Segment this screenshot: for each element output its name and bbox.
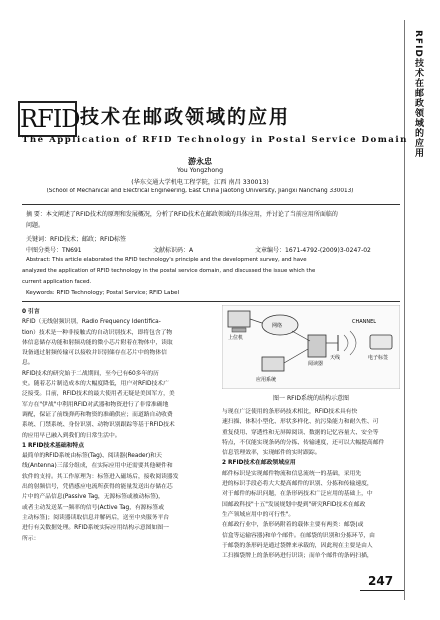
abstract-en-line-2: analyzed the application of RFID technology in the postal service domain, and discussed the issue which the — [22, 268, 316, 274]
body-line: 所示： — [22, 535, 40, 542]
channel-label: CHANNEL — [352, 319, 377, 325]
body-line: 与现在广泛使用的条形码技术相比，RFID技术具有快 — [222, 409, 358, 415]
antenna-label: 天线 — [330, 355, 341, 361]
figure-caption: 图一 RFID系统的结构示意图 — [273, 395, 349, 402]
body-line: 的应用早已融入到我们的日常生活中。 — [22, 432, 121, 439]
abstract-en-line-3: current application faced. — [22, 279, 92, 285]
body-line: 特点，不仅能实现条码的分拣、传输速度，还可以大幅提高邮件 — [222, 439, 385, 446]
body-line: 系统、门禁系统、身份识别、动物识别跟踪等基于RFID技术 — [22, 422, 175, 429]
body-line: 出的射频信号，凭借感应电流所获得的能量发送出存储在芯 — [22, 484, 173, 491]
reader-label: 阅读器 — [308, 361, 324, 367]
rfid-system-diagram — [222, 305, 400, 389]
body-line: 主动标签)；阅读器读取信息并解码后，送至中央服务平台 — [22, 514, 170, 521]
computer-icon — [228, 311, 250, 327]
body-line: 史。随着芯片制造成本的大幅度降低，用户对RFID技术广 — [22, 381, 169, 388]
body-line: 软件的支持。其工作原理为：标签进入磁场后，接收阅读器发 — [22, 473, 179, 480]
body-line: 调配，保证了前线弹药和物资的准确供应；而道路自动收费 — [22, 411, 173, 418]
body-line: 线(Antenna)三部分组成，在实际应用中还需要其他硬件和 — [22, 463, 173, 470]
body-line: 进的标识手段必将大大提高邮件的识别、分拣和传输速度， — [222, 481, 373, 488]
application-label: 应用系统 — [256, 377, 277, 383]
body-line: 设备通过射频传输可以接收并识别储存在芯片中的物体信 — [22, 350, 167, 357]
body-line: 生产领域应用中的可行性"。 — [222, 511, 295, 518]
body-line: 国邮政科技"十五"发展规划中提到"研究RFID技术在邮政 — [222, 501, 366, 508]
rule-top — [22, 204, 400, 205]
body-line: 工扫描袋牌上的条形码进行识读；而单个邮件的条码扫描， — [222, 553, 373, 560]
body-line: 或者主动发送某一频率的信号(Active Tag，有源标签或 — [22, 504, 164, 511]
abstract-cn-line-2: 问题。 — [26, 222, 45, 229]
left-column — [22, 307, 218, 544]
page-title: 技术在邮政领域的应用 — [80, 106, 291, 128]
section-heading-intro: 0 引言 — [22, 309, 40, 315]
abstract-en-line-1: Abstract: This article elaborated the RFID technology's principle and the development survey, and have — [26, 257, 307, 263]
body-line: RFID（无线射频识别，Radio Frequency Identifica- — [22, 319, 161, 326]
doc-code: 文献标识码：A — [153, 247, 194, 254]
affiliation-cn: (华东交通大学机电工程学院，江西 南昌 330013) — [131, 179, 269, 186]
body-line: 邮件标识是实现邮件物流和信息流统一的基础，采用先 — [222, 470, 362, 477]
rule-bottom — [22, 301, 400, 302]
host-label: 上位机 — [228, 335, 244, 341]
body-line: 重复使用、穿透性和无屏障阅读、数据的记忆容量大、安全等 — [222, 429, 379, 436]
sidebar-text: RFID技术在邮政领域的应用 — [413, 30, 423, 158]
body-line: 片中的产品信息(Passive Tag，无源标签或被动标签)， — [22, 494, 164, 501]
body-line: tion）技术是一种非接触式的自动识别技术，即将包含了物 — [22, 329, 173, 336]
section-heading-2: 2 RFID技术在邮政领域应用 — [222, 460, 296, 467]
body-line: 息。 — [22, 360, 34, 367]
author-name-en: You Yongzhong — [176, 167, 224, 174]
clc-number: 中图分类号：TN691 — [26, 247, 82, 254]
body-line: 泛接受。目前，RFID技术的最大使用者无疑是美国军方，美 — [22, 391, 175, 398]
title-rfid-box: RFID — [18, 101, 77, 137]
sidebar-running-title — [404, 30, 440, 590]
body-line: 在邮政行业中，条形码附着的载体主要有两类：邮袋(或 — [222, 522, 364, 529]
abstract-cn-line-1: 摘 要：本文阐述了RFID技术的原理和发展概况，分析了RFID技术在邮政领域的具体应用，并讨论了当前应用所面临的 — [26, 211, 338, 218]
english-title: The Application of RFID Technology in Postal Service Domain — [22, 135, 408, 145]
keywords-en: Keywords: RFID Technology; Postal Service; RFID Label — [26, 290, 180, 296]
author-name-cn: 游永忠 — [188, 157, 212, 166]
diagram-svg — [222, 305, 400, 389]
network-label: 网络 — [272, 323, 283, 329]
tag-icon — [370, 335, 392, 349]
right-column — [222, 407, 402, 561]
reader-icon — [308, 335, 326, 357]
body-line: 进行有关数据处理。RFID系统实际应用结构示意图如图一 — [22, 525, 169, 532]
body-line: 最简单的RFID系统由标签(Tag)、阅读器(Reader)和天 — [22, 453, 162, 460]
body-line: 信盒等运输容器)和单个邮件。在邮袋的识别和分拣环节，由 — [222, 532, 375, 539]
keywords-cn: 关键词：RFID技术；邮政；RFID标签 — [26, 236, 127, 243]
body-line: 于邮袋的条形码是通过袋牌来承载的，因此现在主要是由人 — [222, 542, 373, 549]
body-line: 信息管理效率，实现邮件的实时跟踪。 — [222, 450, 321, 457]
tag-label: 电子标签 — [368, 355, 389, 361]
section-heading-1: 1 RFID技术基础和特点 — [22, 442, 85, 449]
application-system-icon — [262, 357, 284, 371]
body-line: 体信息储存功能和射频功能的微小芯片附着在物体中，读取 — [22, 339, 173, 346]
article-number: 文章编号：1671-4792-(2009)3-0247-02 — [255, 247, 371, 254]
page-number-rule — [360, 590, 404, 591]
body-line: RFID技术的研究始于二战期间，至今已有60多年的历 — [22, 370, 159, 377]
page-number: 247 — [368, 574, 394, 588]
body-line: 速扫描、体积小型化、形状多样化、抗污染能力和耐久性、可 — [222, 419, 379, 426]
body-line: 军方在"伊战"中利用RFID对武器和物资进行了非常准确地 — [22, 401, 169, 408]
affiliation-en: (School of Mechanical and Electrical Engineering, East China Jiaotong University, Jiangxi Nanchang 330013) — [46, 188, 354, 194]
body-line: 对于邮件的标识问题，在条形码技术广泛应用的基础上，中 — [222, 491, 373, 498]
